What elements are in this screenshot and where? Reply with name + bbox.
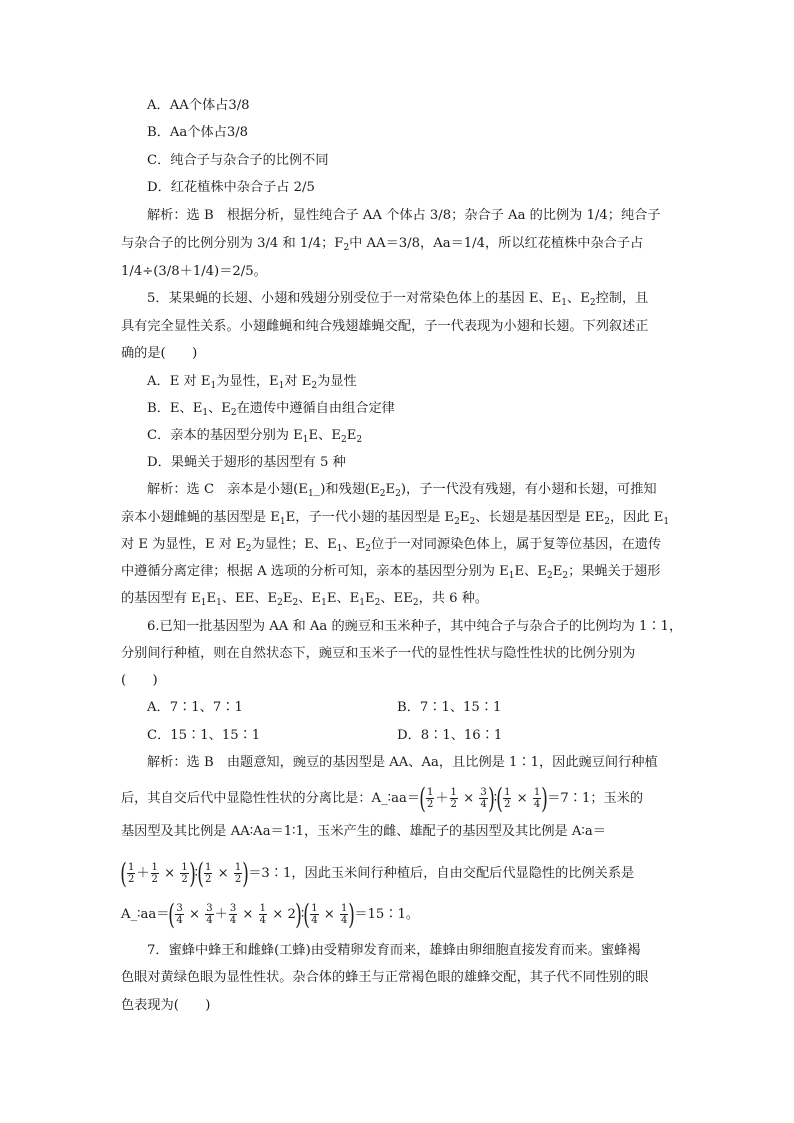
fraction: $\frac{3}{4}$ [176,903,183,926]
q5-option-b: B．E、$E_1$、$E_2$在遗传中遵循自由组合定律 [147,401,395,418]
fraction: $\frac{1}{2}$ [181,862,188,885]
q4-analysis-line-1: 解析：选 B 根据分析，显性纯合子 AA 个体占 3/8；杂合子 Aa 的比例为 1/4；纯合子 [147,208,661,223]
q5-stem-line-2: 具有完全显性关系。小翅雌蝇和纯合残翅雄蝇交配，子一代表现为小翅和长翅。下列叙述正 [121,319,649,334]
q6-option-b: B．7∶1、15∶1 [397,700,502,715]
q6-analysis-line-2: 后，其自交后代中显隐性性状的分离比是：A_∶aa＝( $\frac{1}{2}$ ＋ $\frac{1}{2}$ × $\frac{3}{4}$ )∶( $\frac{1}{2}$ × $\frac{1}{4}$ )＝7∶1；玉米的 [121,781,644,815]
q6-stem-line-3: ( ) [121,673,158,688]
q5-stem-line-3: 确的是( ) [121,346,198,361]
q6-stem-line-1: 6.已知一批基因型为 AA 和 Aa 的豌豆和玉米种子，其中纯合子与杂合子的比例均为 1∶1， [147,619,683,634]
q5-analysis-line-1: 解析：选 C 亲本是小翅$(E_1\_)$和残翅$(E_2E_2)$，子一代没有残翅，有小翅和长翅，可推知 [147,482,657,499]
fraction: $\frac{1}{4}$ [259,903,267,926]
q6-option-a: A．7∶1、7∶1 [147,700,243,715]
q4-option-b: B．Aa个体占3/8 [147,125,249,140]
q5-analysis-line-2: 亲本小翅雌蝇的基因型是 $E_1E$，子一代小翅的基因型是 $E_2E_2$、长翅是基因型是 $EE_2$，因此 $E_1$ [121,510,670,527]
q7-stem-line-3: 色表现为( ) [121,998,211,1013]
q6-analysis-line-3: 基因型及其比例是 AA∶Aa＝1∶1，玉米产生的雌、雄配子的基因型及其比例是 A∶a＝ [121,824,606,839]
fraction: $\frac{3}{4}$ [206,903,213,926]
fraction: $\frac{1}{2}$ [426,787,434,810]
q4-analysis-line-2: 与杂合子的比例分别为 3/4 和 1/4；$F_2$中 AA＝3/8，Aa＝1/4，所以红花植株中杂合子占 [121,236,644,253]
q7-stem-line-1: 7．蜜蜂中蜂王和雌蜂(工蜂)由受精卵发育而来，雄蜂由卵细胞直接发育而来。蜜蜂褐 [147,943,641,958]
q4-option-a: A．AA个体占3/8 [147,98,250,113]
q6-analysis-line-4: ( $\frac{1}{2}$ ＋ $\frac{1}{2}$ × $\frac{1}{2}$ )∶( $\frac{1}{2}$ × $\frac{1}{2}$ )＝3∶1，因此玉米间行种植后，自由交配后代显隐性的比例关系是 [120,856,635,890]
fraction: $\frac{1}{2}$ [205,862,212,885]
q5-option-d: D．果蝇关于翅形的基因型有 5 种 [147,455,346,470]
q5-option-c: C．亲本的基因型分别为 $E_1E$、$E_2E_2$ [147,428,363,445]
fraction: $\frac{1}{4}$ [533,787,541,810]
fraction: $\frac{3}{4}$ [229,903,237,926]
fraction: $\frac{1}{2}$ [504,787,511,810]
q6-option-d: D．8∶1、16∶1 [397,728,503,743]
fraction: $\frac{1}{2}$ [234,862,242,885]
q6-option-c: C．15∶1、15∶1 [147,728,261,743]
q5-analysis-line-4: 中遵循分离定律；根据 A 选项的分析可知，亲本的基因型分别为 $E_1E$、$E_2E_2$；果蝇关于翅形 [121,564,661,581]
q6-stem-line-2: 分别间行种植，则在自然状态下，豌豆和玉米子一代的显性性状与隐性性状的比例分别为 [121,646,636,661]
q6-analysis-line-5: A_∶aa＝( $\frac{3}{4}$ × $\frac{3}{4}$ ＋ $\frac{3}{4}$ × $\frac{1}{4}$ × 2)∶( $\frac{1}{4}$ × $\frac{1}{4}$ )＝15∶1。 [121,897,420,931]
q5-option-a: A．E 对 $E_1$为显性，$E_1$对 $E_2$为显性 [147,374,357,391]
fraction: $\frac{3}{4}$ [480,787,487,810]
q7-stem-line-2: 色眼对黄绿色眼为显性性状。杂合体的蜂王与正常褐色眼的雄蜂交配，其子代不同性别的眼 [121,970,649,985]
fraction: $\frac{1}{2}$ [450,787,457,810]
q6-analysis-line-1: 解析：选 B 由题意知，豌豆的基因型是 AA、Aa，且比例是 1∶1，因此豌豆间行种植 [147,755,658,770]
q5-stem-line-1: 5．某果蝇的长翅、小翅和残翅分别受位于一对常染色体上的基因 E、$E_1$、$E_2$控制，且 [147,291,649,308]
fraction: $\frac{1}{2}$ [127,862,135,885]
fraction: $\frac{1}{2}$ [151,862,158,885]
q5-analysis-line-5: 的基因型有 $E_1E_1$、EE、$E_2E_2$、$E_1E$、$E_1E_2$、$EE_2$，共 6 种。 [121,591,489,608]
q4-option-c: C．纯合子与杂合子的比例不同 [147,153,329,168]
fraction: $\frac{1}{4}$ [311,903,318,926]
q5-analysis-line-3: 对 E 为显性，E 对 $E_2$为显性；E、$E_1$、$E_2$位于一对同源染色体上，属于复等位基因，在遗传 [121,537,662,554]
fraction: $\frac{1}{4}$ [341,903,348,926]
q4-option-d: D．红花植株中杂合子占 2/5 [147,180,315,195]
q4-analysis-line-3: 1/4÷(3/8＋1/4)＝2/5。 [121,264,267,279]
